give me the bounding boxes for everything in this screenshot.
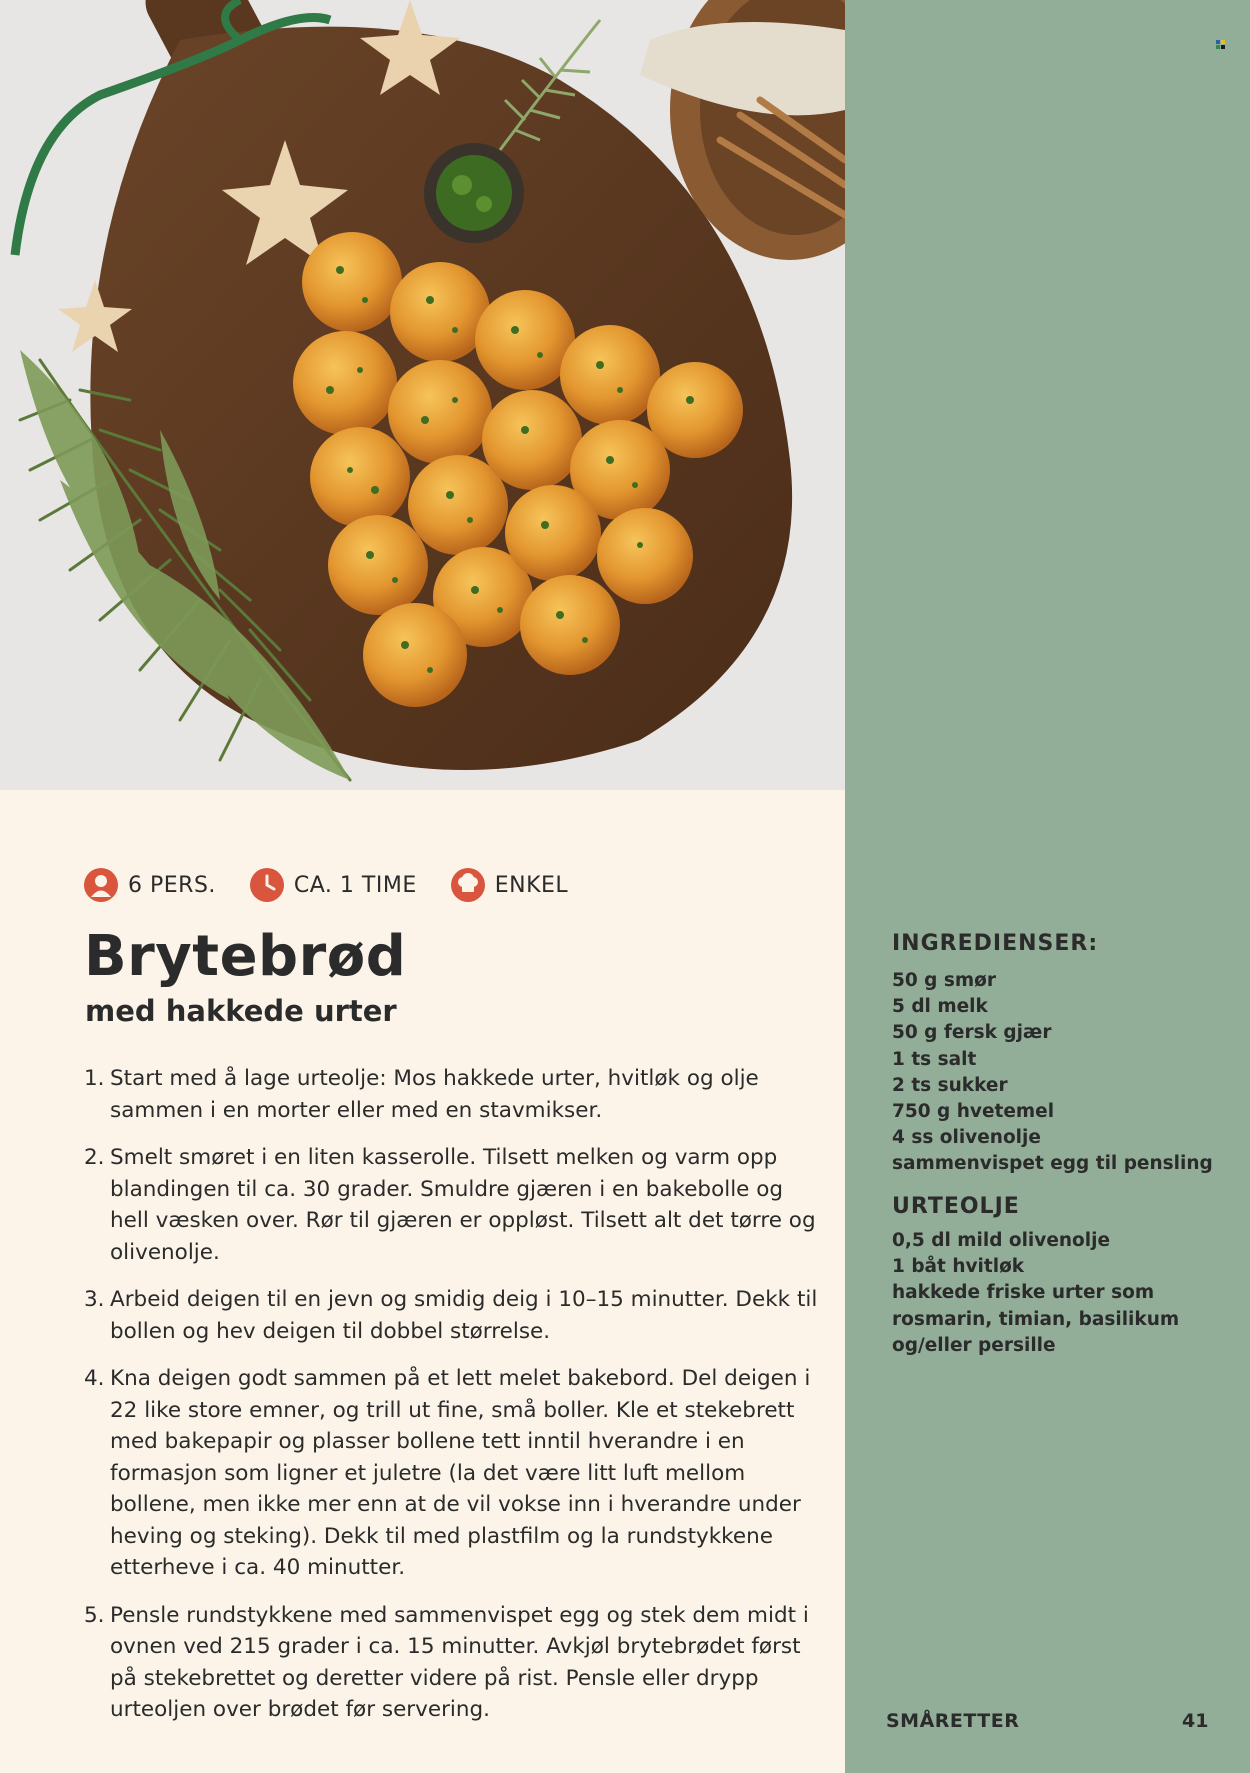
ingredient-item: 50 g fersk gjær	[892, 1022, 1052, 1044]
step-number: 2.	[84, 1145, 105, 1170]
step-item	[84, 1142, 819, 1268]
step-item	[84, 1284, 819, 1347]
step-text: Arbeid deigen til en jevn og smidig deig i 10–15 minutter. Dekk til bollen og hev deigen til dobbel størrelse.	[110, 1287, 818, 1344]
herb-oil-heading: URTEOLJE	[892, 1194, 1020, 1219]
difficulty	[451, 868, 568, 902]
time-text: CA. 1 TIME	[293, 872, 417, 898]
print-mark-icon	[1216, 34, 1225, 43]
step-text: Kna deigen godt sammen på et lett melet bakebord. Del deigen i 22 like store emner, og trill ut fine, små boller. Kle et stekebrett med bakepapir og plasser bollene tett inntil hverandre i en formasjon som ligner et juletre (la det være litt luft mellom bollene, men ikke mer enn at de vil vokse inn i hverandre under heving og steking). Dekk til med plastfilm og la rundstykkene etterheve i ca. 40 minutter.	[110, 1366, 811, 1580]
ingredients-heading: INGREDIENSER:	[892, 931, 1099, 956]
servings-text: 6 PERS.	[128, 872, 216, 898]
clock-icon	[250, 868, 284, 902]
hero-photo	[0, 0, 845, 790]
ingredient-item: 2 ts sukker	[892, 1074, 1008, 1096]
ingredient-item: 1 ts salt	[892, 1048, 977, 1070]
step-item	[84, 1363, 819, 1584]
time	[250, 868, 417, 902]
herb-oil-item: og/eller persille	[892, 1334, 1056, 1356]
ingredient-item: 4 ss olivenolje	[892, 1127, 1041, 1149]
herb-oil-list	[892, 1194, 1232, 1359]
step-text: Pensle rundstykkene med sammenvispet egg og stek dem midt i ovnen ved 215 grader i ca. 15 minutter. Avkjøl brytebrødet først på stekebrettet og deretter videre på rist. Pensle eller drypp urteoljen over brødet før servering.	[110, 1602, 809, 1722]
step-text: Smelt smøret i en liten kasserolle. Tilsett melken og varm opp blandingen til ca. 30 grader. Smuldre gjæren i en bakebolle og hell væsken over. Rør til gjæren er oppløst. Tilsett alt det tørre og olivenolje.	[110, 1145, 816, 1265]
ingredients-list	[892, 931, 1232, 1178]
herb-oil-item: rosmarin, timian, basilikum	[892, 1308, 1180, 1330]
step-number: 4.	[84, 1366, 105, 1391]
ingredient-item: 50 g smør	[892, 970, 996, 991]
ingredients-panel	[845, 0, 1250, 1773]
recipe-meta	[84, 866, 602, 904]
bread-photo-illustration	[0, 0, 845, 790]
page-number: 41	[1182, 1710, 1209, 1732]
step-number: 1.	[84, 1066, 105, 1091]
chef-hat-icon	[451, 868, 485, 902]
recipe-subtitle: med hakkede urter	[85, 994, 397, 1028]
difficulty-text: ENKEL	[494, 872, 569, 898]
person-icon	[84, 868, 118, 902]
step-number: 3.	[84, 1287, 105, 1312]
ingredient-item: sammenvispet egg til pensling	[892, 1153, 1213, 1175]
step-number: 5.	[84, 1602, 105, 1628]
ingredient-item: 750 g hvetemel	[892, 1101, 1055, 1123]
step-item	[84, 1063, 819, 1126]
instruction-steps	[84, 1063, 819, 1742]
herb-oil-item: 0,5 dl mild olivenolje	[892, 1230, 1110, 1251]
section-label: SMÅRETTER	[886, 1710, 1020, 1732]
herb-oil-item: hakkede friske urter som	[892, 1282, 1155, 1304]
recipe-title: Brytebrød	[84, 924, 407, 989]
herb-oil-item: 1 båt hvitløk	[892, 1256, 1025, 1278]
ingredient-item: 5 dl melk	[892, 996, 988, 1018]
step-text: Start med å lage urteolje: Mos hakkede urter, hvitløk og olje sammen i en morter eller med en stavmikser.	[110, 1066, 759, 1123]
servings	[84, 868, 216, 902]
step-item	[84, 1600, 819, 1726]
